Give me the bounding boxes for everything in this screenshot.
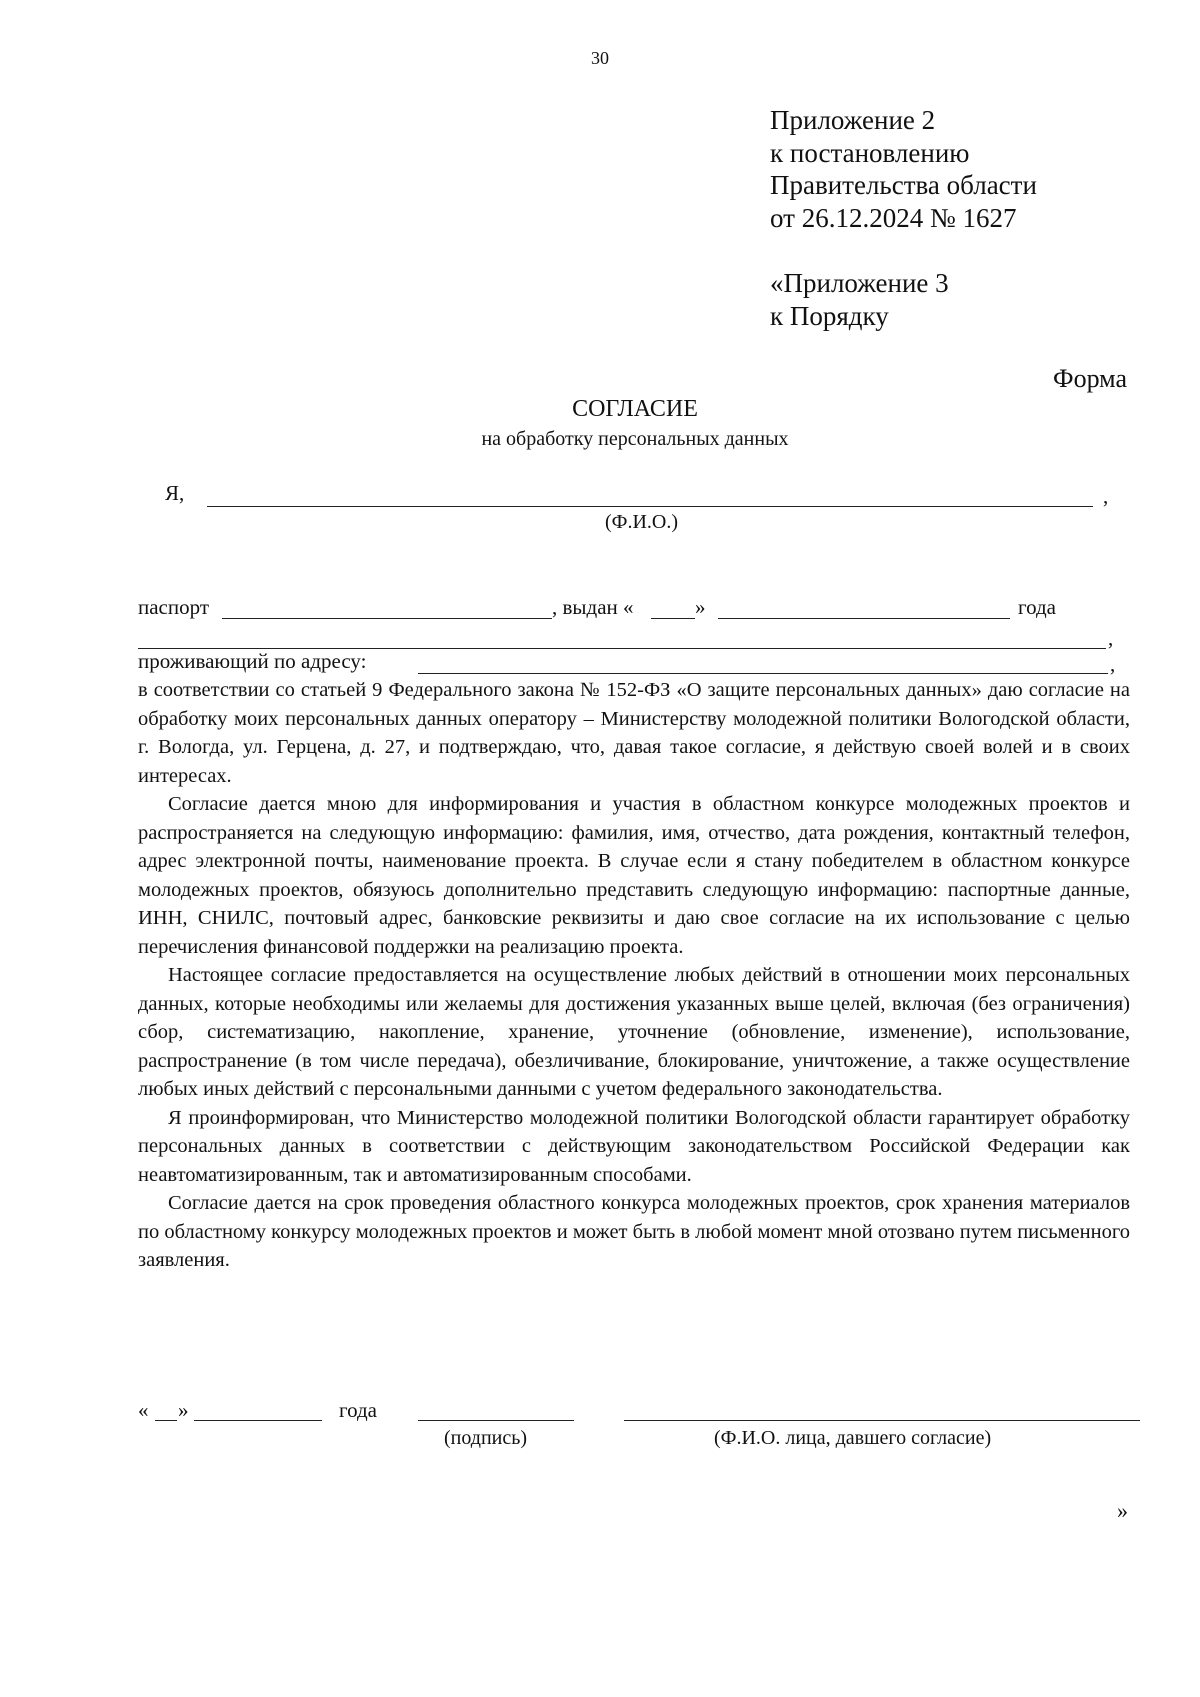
- consent-paragraph: Я проинформирован, что Министерство молодежной политики Вологодской области гарантирует обработку персональных данных в соответствии с действующим законодательством Российской Федерации как неавтоматизированным, так и автоматизированным способами.: [138, 1106, 1130, 1186]
- document-title: СОГЛАСИЕ: [572, 396, 698, 422]
- passport-issued-label: , выдан «: [552, 595, 634, 619]
- consent-paragraph: Согласие дается на срок проведения областного конкурса молодежных проектов, срок хранения материалов по областному конкурсу молодежных проектов и может быть в любой момент мной отозвано путем письменного заявления.: [138, 1192, 1130, 1271]
- date-quote-close: »: [178, 1398, 189, 1422]
- consent-paragraph: Согласие дается мною для информирования и участия в областном конкурсе молодежных проектов и распространяется на следующую информацию: фамилия, имя, отчество, дата рождения, контактный телефон, адрес электронной почты, наименование проекта. В случае если я стану победителем в областном конкурсе молодежных проектов, обязуюсь дополнительно представить следующую информацию: паспортные данные, ИНН, СНИЛС, почтовый адрес, банковские реквизиты и даю свое согласие на их использование с целью перечисления финансовой поддержки на реализацию проекта.: [138, 793, 1130, 958]
- passport-label: паспорт: [138, 595, 210, 619]
- signature-day-line[interactable]: [155, 1420, 177, 1421]
- signature-caption: (подпись): [444, 1427, 528, 1449]
- order-appendix-line: к Порядку: [770, 300, 889, 331]
- form-label: Форма: [1053, 364, 1127, 393]
- issuer-comma: ,: [1108, 626, 1114, 650]
- consent-body: [138, 676, 1130, 1275]
- consent-paragraph: в соответствии со статьей 9 Федерального закона № 152-ФЗ «О защите персональных данных» даю согласие на обработку моих персональных данных оператору – Министерству молодежной политики Вологодской области, г. Вологда, ул. Герцена, д. 27, и подтверждаю, что, давая такое согласие, я действую своей волей и в своих интересах.: [138, 679, 1130, 787]
- order-appendix-line: «Приложение 3: [770, 268, 949, 298]
- issue-day-line[interactable]: [651, 618, 695, 619]
- appendix-line: Приложение 2: [770, 105, 936, 135]
- signer-fio-line[interactable]: [624, 1420, 1140, 1421]
- fio-caption: (Ф.И.О.): [605, 511, 679, 533]
- address-label: проживающий по адресу:: [138, 649, 367, 673]
- fio-prefix: Я,: [165, 481, 185, 505]
- issue-month-line[interactable]: [718, 618, 1010, 619]
- address-comma: ,: [1110, 652, 1116, 676]
- appendix-header: [770, 104, 1037, 234]
- appendix-line: к постановлению: [770, 137, 970, 168]
- address-input-line[interactable]: [418, 673, 1108, 674]
- fio-suffix: ,: [1103, 484, 1109, 508]
- appendix-line: Правительства области: [770, 170, 1037, 200]
- page-number: 30: [591, 48, 609, 68]
- fio-input-line[interactable]: [207, 506, 1093, 507]
- order-appendix-header: [770, 267, 949, 332]
- date-quote-open: «: [138, 1398, 149, 1422]
- closing-quote: »: [1117, 1498, 1128, 1523]
- passport-number-line[interactable]: [222, 618, 552, 619]
- signer-fio-caption: (Ф.И.О. лица, давшего согласие): [714, 1427, 992, 1449]
- appendix-line: от 26.12.2024 № 1627: [770, 202, 1017, 233]
- document-subtitle: на обработку персональных данных: [481, 428, 789, 450]
- passport-year-label: года: [1018, 595, 1056, 619]
- consent-paragraph: Настоящее согласие предоставляется на осуществление любых действий в отношении моих персональных данных, которые необходимы или желаемы для достижения указанных выше целей, включая (без ограничения) сбор, систематизацию, накопление, хранение, уточнение (обновление, изменение), использование, распространение (в том числе передача), обезличивание, блокирование, уничтожение, а также осуществление любых иных действий с персональными данными с учетом федерального законодательства.: [138, 964, 1130, 1100]
- signature-month-line[interactable]: [194, 1420, 322, 1421]
- signature-line[interactable]: [418, 1420, 574, 1421]
- issue-day-quote-close: »: [695, 595, 706, 619]
- signature-year-label: года: [339, 1398, 377, 1422]
